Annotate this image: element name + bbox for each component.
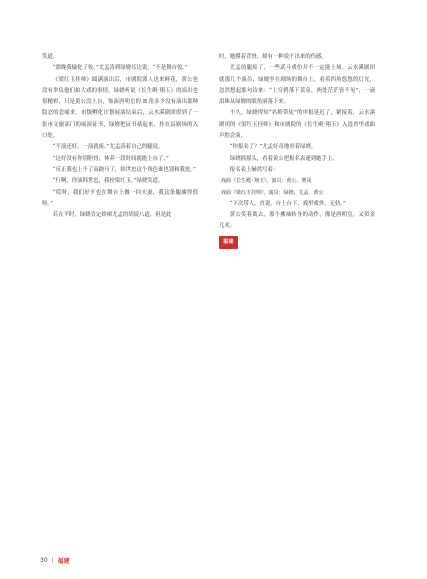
paragraph: 尤孟的腿废了，一些武斗戏份并不一定能上场。云水溪剧团就那几个演员，绿娆坐在剧场的舞台上，看着四角悠悠的灯光，忽然想起那句诗来：“上穷碧落下黄泉，两处茫茫皆不见”，一滴泪珠从绿娆的眼角滚落下来。: [219, 65, 375, 106]
paragraph: 黄公笑着离去，那个拂袖转身的动作，像是唐明皇，又似金兀术。: [219, 212, 375, 230]
paragraph: “这好没有你别胆骨，休养一段时间就能上台了。”: [52, 155, 169, 162]
page-footer: [40, 556, 70, 565]
paragraph: 若在平时，绿娆肯定娇嗔尤孟的胡说八道，但是此: [52, 212, 172, 219]
magazine-mark: 福建: [57, 558, 70, 565]
paragraph: 笑道。: [42, 54, 59, 60]
paragraph: 报名表上赫然写着：: [229, 166, 279, 173]
paragraph: 戏曲《长生殿·翔玉》，演员：黄公、赛凤: [221, 178, 312, 185]
end-mark-seal: 福建: [219, 236, 238, 249]
paragraph: “行啊，你演韩世忠，我扮梁红玉。”绿娆笑道。: [52, 178, 164, 185]
footer-separator: |: [51, 557, 54, 564]
paragraph: “反正我也上不了高跷马了，韩世忠这个角色谁也别和我抢。”: [52, 166, 196, 173]
paragraph: 《梁红玉挂帅》圆满演出后，市剧院派人送来鲜花，黄公也没有辜负他们拍大戏的事情。绿娆听说《长生殿·翔玉》的演出也很精彩，只是黄公没上台，饰演唐明皇的 B 角多少没有演出那种隐忍的悲痛来。市级孵化计划展演结束后，云水溪剧团得到了一张市文旅部门的展演证书，绿娆把证书裱起来，挂在县剧场的入口处。: [42, 76, 198, 140]
page-number: 30: [40, 557, 48, 564]
paragraph: 戏曲《梁红玉挂帅》，演员：绿娆、尤孟、黄公: [221, 189, 324, 196]
paragraph: “下次带人，直说。台上台下，戏里戏外，无妨。”: [229, 200, 346, 207]
left-column: [42, 52, 198, 221]
right-column: [219, 52, 375, 249]
paragraph: 绿娆摇摇头，看着黄公把报名表递到她手上。: [229, 155, 338, 162]
paragraph: “哎呀，我们好歹也在舞台上做一回夫妻，我这条腿瘸得值呀。”: [42, 189, 198, 207]
paragraph: “不演还好，一演就废。”尤孟涛着自己的腿说。: [52, 144, 164, 151]
paragraph: “那晚我输化了妆。”尤孟涛到绿娆耳边说，“不是舞台妆。”: [52, 65, 188, 72]
paragraph: “你报名了？”尤孟好奇地看着绿娆。: [229, 144, 317, 151]
paragraph: 不久，绿娆得知“名师带徒”的申报延迟了，紧接着，云水溪剧团的《梁红玉挂帅》和市剧院的《长生殿·翔玉》入选省里戏曲声腔会演。: [219, 110, 375, 140]
paragraph: 时，她摸着背脊，却有一种说不出来的伤感。: [219, 54, 327, 60]
